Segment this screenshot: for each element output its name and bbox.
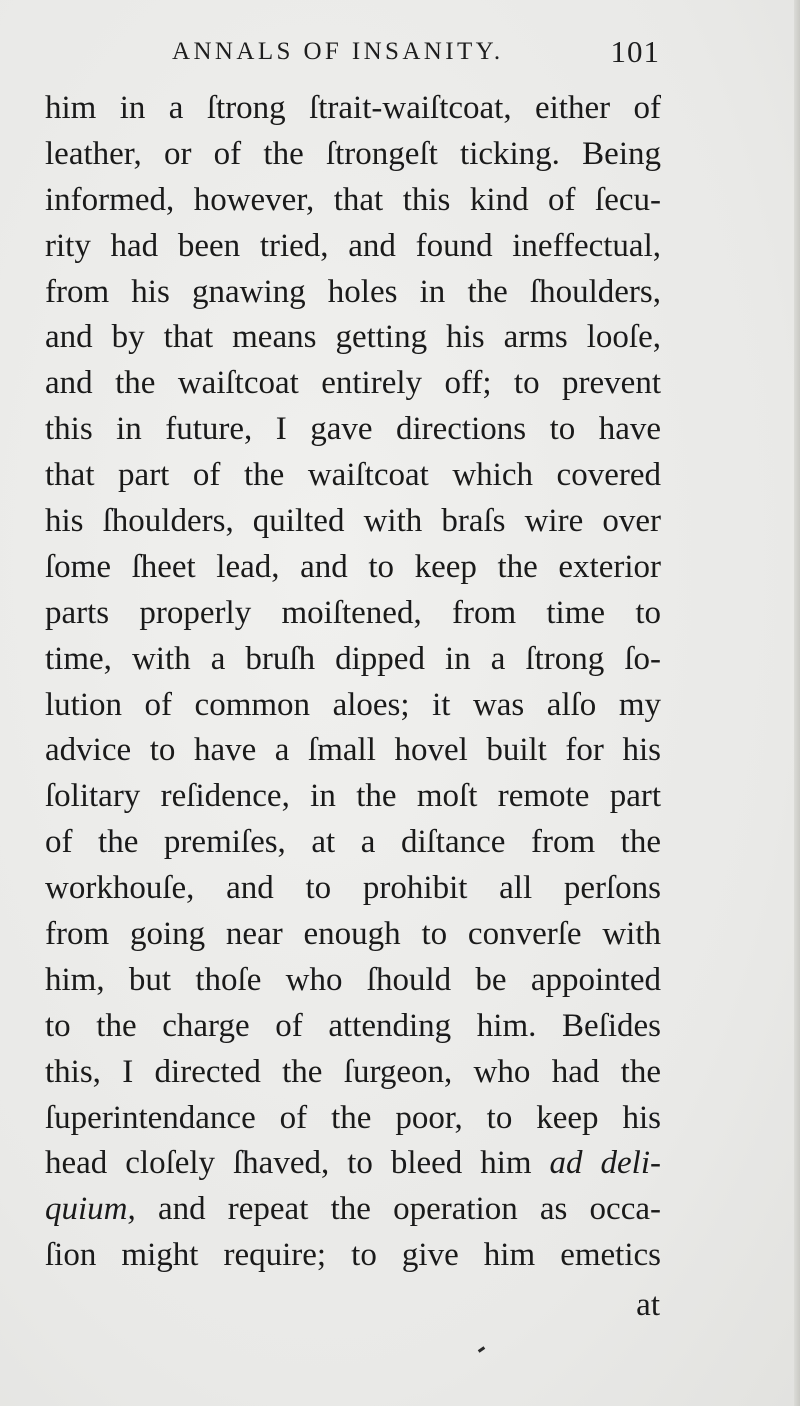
text-line bbox=[45, 1141, 661, 1187]
body-text bbox=[45, 86, 661, 1279]
catchword: at bbox=[636, 1287, 660, 1323]
text-line: this in future, I gave directions to have bbox=[45, 411, 661, 448]
text-line: ſolitary reſidence, in the moſt remote part bbox=[45, 778, 661, 815]
text-segment: head cloſely ſhaved, to bleed him bbox=[45, 1145, 550, 1182]
text-line: this, I directed the ſurgeon, who had the bbox=[45, 1053, 661, 1090]
text-line: from going near enough to converſe with bbox=[45, 916, 661, 953]
text-line: him in a ſtrong ſtrait-waiſtcoat, either of bbox=[45, 90, 661, 126]
text-line: of the premiſes, at a diſtance from the bbox=[45, 824, 661, 861]
ink-speck bbox=[478, 1346, 485, 1352]
page-header bbox=[172, 34, 660, 74]
text-line: him, but thoſe who ſhould be appointed bbox=[45, 961, 661, 998]
running-title: ANNALS OF INSANITY. bbox=[172, 38, 504, 65]
text-line: parts properly moiſtened, from time to bbox=[45, 594, 661, 631]
text-segment: and repeat the operation as occa- bbox=[135, 1191, 661, 1228]
text-line: informed, however, that this kind of ſecu- bbox=[45, 181, 661, 218]
text-line: workhouſe, and to prohibit all perſons bbox=[45, 870, 661, 907]
text-line: time, with a bruſh dipped in a ſtrong ſo- bbox=[45, 640, 661, 677]
text-line: ſion might require; to give him emetics bbox=[45, 1237, 661, 1274]
text-line: to the charge of attending him. Beſides bbox=[45, 1007, 661, 1044]
text-line: advice to have a ſmall hovel built for his bbox=[45, 732, 661, 769]
text-line: from his gnawing holes in the ſhoulders, bbox=[45, 273, 661, 310]
text-line: that part of the waiſtcoat which covered bbox=[45, 457, 661, 494]
text-line: ſuperintendance of the poor, to keep his bbox=[45, 1099, 661, 1136]
text-line: rity had been tried, and found ineffectual, bbox=[45, 227, 661, 264]
page-edge-shadow bbox=[794, 0, 800, 1406]
italic-phrase: quium, bbox=[45, 1191, 136, 1228]
text-line: and the waiſtcoat entirely off; to prevent bbox=[45, 365, 661, 402]
text-line: and by that means getting his arms looſe, bbox=[45, 319, 661, 356]
text-line: lution of common aloes; it was alſo my bbox=[45, 686, 661, 723]
text-line: his ſhoulders, quilted with braſs wire over bbox=[45, 503, 661, 540]
text-line bbox=[45, 1187, 661, 1233]
text-line: leather, or of the ſtrongeſt ticking. Being bbox=[45, 135, 661, 172]
page-number: 101 bbox=[610, 34, 660, 69]
text-line: ſome ſheet lead, and to keep the exterior bbox=[45, 548, 661, 585]
italic-phrase: ad deli- bbox=[549, 1145, 661, 1182]
